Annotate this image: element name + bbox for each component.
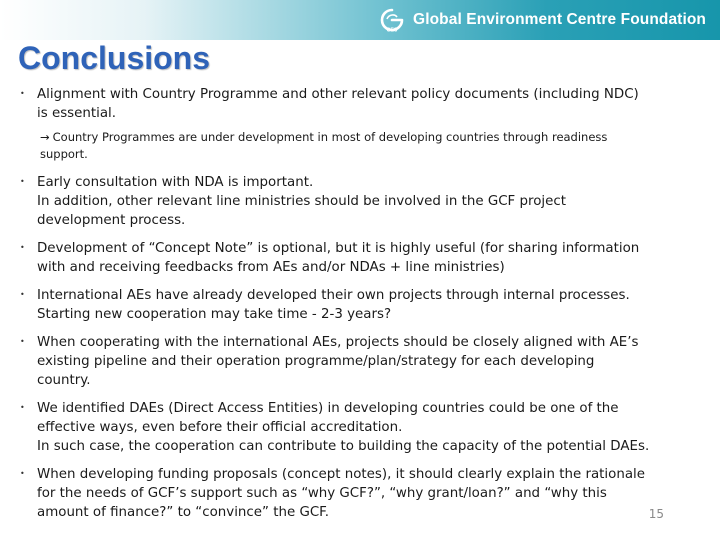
bullet-text-line: International AEs have already developed their own projects through internal processes. [37,288,630,303]
header-bar [0,0,720,40]
bullet-text-line: Development of “Concept Note” is optional, but it is highly useful (for sharing information [37,241,640,256]
bullet-marker: • [20,469,25,478]
bullet-marker: • [20,89,25,98]
bullet-text-line: for the needs of GCF’s support such as “why GCF?”, “why grant/loan?” and “why this [37,486,607,501]
bullet-text-line: with and receiving feedbacks from AEs and/or NDAs + line ministries) [37,260,505,275]
bullet-text-line: When developing funding proposals (concept notes), it should clearly explain the rationale [37,467,645,482]
bullet-item [20,333,710,390]
bullet-text-line: We identified DAEs (Direct Access Entities) in developing countries could be one of the [37,401,619,416]
sub-point [40,129,710,163]
sub-point-text-line: support. [40,147,88,161]
bullet-item [20,85,710,123]
bullet-text-line: amount of finance?” to “convince” the GCF. [37,505,329,520]
bullet-item [20,399,710,456]
bullet-text-line: In such case, the cooperation can contribute to building the capacity of the potential DAEs. [37,439,650,454]
bullet-text-line: effective ways, even before their official accreditation. [37,420,403,435]
logo-abbr: GEC [386,27,398,33]
page-number: 15 [648,507,664,521]
gec-logo [379,7,706,33]
bullet-text-line: Starting new cooperation may take time - 2-3 years? [37,307,392,322]
bullet-list [20,85,710,522]
logo-text: Global Environment Centre Foundation [413,11,706,28]
bullet-text-line: When cooperating with the international AEs, projects should be closely aligned with AE’s [37,335,639,350]
slide-content [20,85,710,531]
slide-title: Conclusions [18,40,211,76]
bullet-text-line: Alignment with Country Programme and other relevant policy documents (including NDC) [37,87,639,102]
bullet-text-line: is essential. [37,106,117,121]
gec-logo-icon [379,7,405,33]
bullet-text-line: development process. [37,213,186,228]
bullet-text-line: existing pipeline and their operation programme/plan/strategy for each developing [37,354,595,369]
bullet-item [20,173,710,230]
sub-point-text-line: Country Programmes are under development in most of developing countries through readiness [52,130,608,144]
bullet-text-line: In addition, other relevant line ministries should be involved in the GCF project [37,194,566,209]
bullet-item [20,286,710,324]
bullet-text-line: country. [37,373,91,388]
bullet-marker: • [20,243,25,252]
bullet-item [20,465,710,522]
bullet-text-line: Early consultation with NDA is important. [37,175,314,190]
bullet-marker: • [20,177,25,186]
bullet-marker: • [20,403,25,412]
bullet-item [20,239,710,277]
arrow-right-icon: → [40,130,50,144]
bullet-marker: • [20,337,25,346]
bullet-marker: • [20,290,25,299]
